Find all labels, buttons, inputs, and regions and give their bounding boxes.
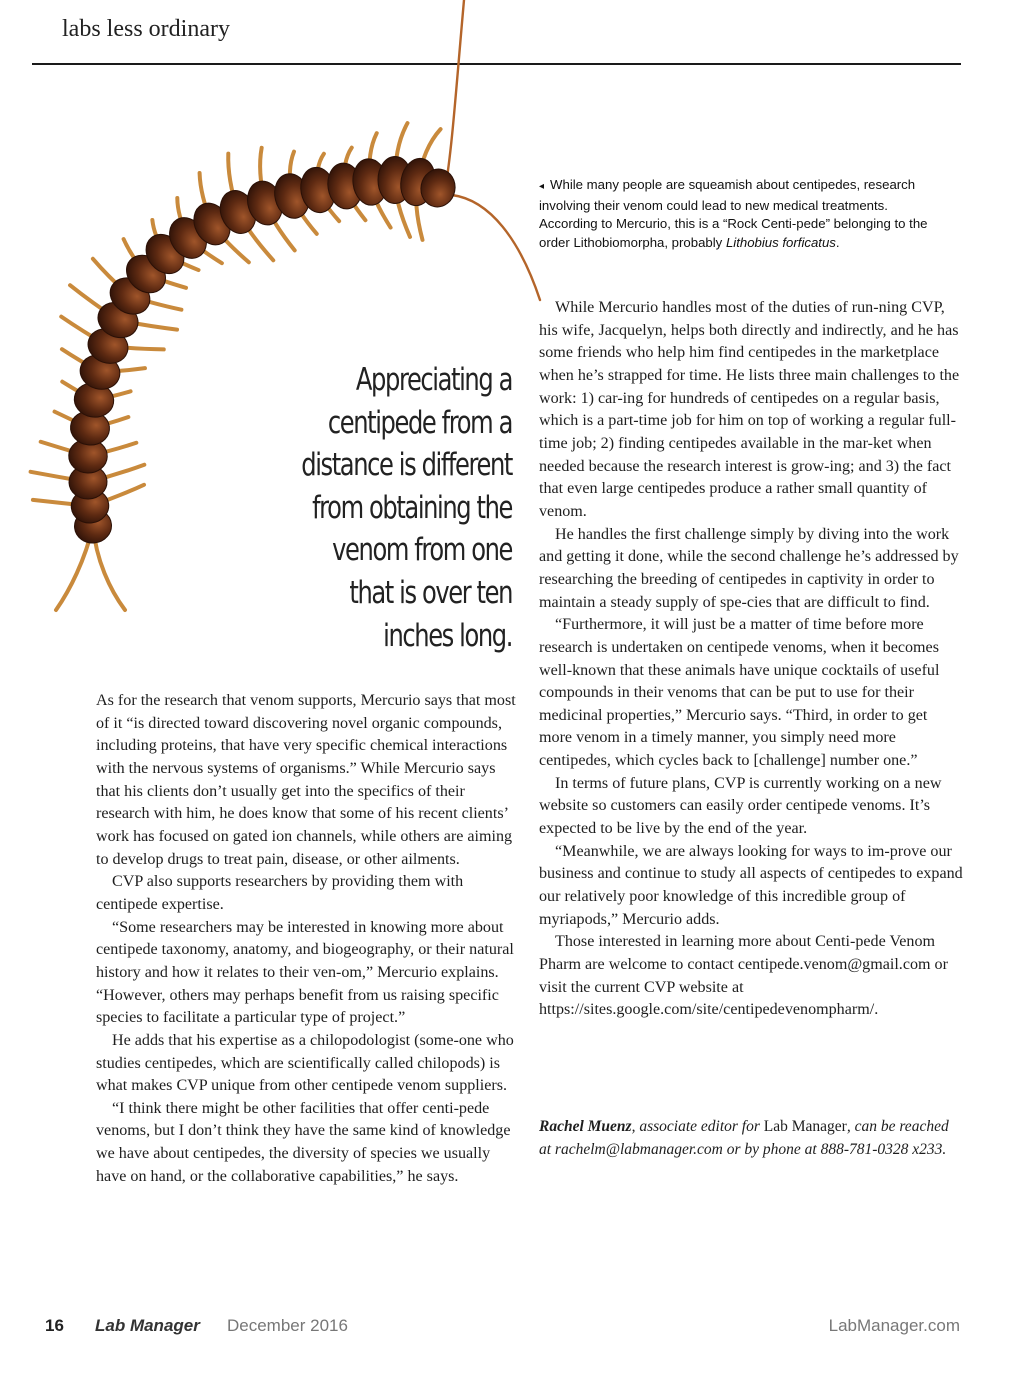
article-paragraph: “I think there might be other facilities that offer centi-pede venoms, but I don’t think they have the same kind of knowledge we have about centipedes, the diversity of species we usually have on hand, or the collaborative capabilities,” he says. (96, 1099, 511, 1185)
section-title: labs less ordinary (62, 16, 230, 42)
caption-text: While many people are squeamish about centipedes, research involving their venom could lead to new medical treatments. According to Mercurio, this is a “Rock Centi-pede” belonging to the order Lithobiomorpha, probably (539, 177, 928, 250)
pull-quote: Appreciating a centipede from a distance is different from obtaining the venom from one that is over ten inches long. (301, 362, 512, 654)
footer-website[interactable]: LabManager.com (828, 1316, 960, 1335)
footer-issue-date: December 2016 (227, 1316, 348, 1335)
article-paragraph: He handles the first challenge simply by diving into the work and getting it done, while the second challenge he’s addressed by researching the breeding of centipedes in captivity in order to maintain a steady supply of spe-cies that are difficult to find. (539, 525, 959, 611)
author-bio (539, 1116, 963, 1161)
bio-magazine: Lab Manager (763, 1118, 847, 1135)
author-role: , associate editor for (631, 1118, 764, 1135)
article-paragraph: “Furthermore, it will just be a matter of time before more research is undertaken on centipede venoms, when it becomes well-known that these animals have unique cocktails of useful compounds in their venoms that can be put to use for their medicinal properties,” Mercurio says. “Third, in order to get more venom in a timely manner, you simply need more centipedes, which cycles back to [challenge] number one.” (539, 616, 940, 770)
article-paragraph: In terms of future plans, CVP is currently working on a new website so customers can easily order centipede venoms. It’s expected to be live by the end of the year. (539, 774, 942, 838)
photo-caption (539, 176, 949, 252)
article-left-column (96, 690, 520, 1188)
caption-arrow-icon: ◂ (539, 181, 545, 192)
caption-end: . (835, 234, 840, 250)
article-paragraph: He adds that his expertise as a chilopodologist (some-one who studies centipedes, which are scientifically called chilopods) is what makes CVP unique from other centipede venom suppliers. (96, 1031, 514, 1095)
article-paragraph: While Mercurio handles most of the duties of run-ning CVP, his wife, Jacquelyn, helps both directly and indirectly, and he has some friends who help him find centipedes in the marketplace when he’s strapped for time. He lists three main challenges to the work: 1) car-ing for hundreds of centipedes on a regular basis, which is a part-time job for him on top of working a regular full-time job; 2) finding centipedes available in the mar-ket when needed because the research interest is grow-ing; and 3) the fact that even large centipedes produce a rather small quantity of venom. (539, 299, 960, 520)
article-paragraph: CVP also supports researchers by providing them with centipede expertise. (96, 873, 464, 913)
article-paragraph: “Meanwhile, we are always looking for ways to im-prove our business and continue to study all aspects of centipedes to expand our relatively poor knowledge of this incredible group of myriapods,” Mercurio adds. (539, 842, 963, 928)
footer-magazine-name: Lab Manager (95, 1316, 200, 1335)
article-paragraph: As for the research that venom supports, Mercurio says that most of it “is directed toward discovering novel organic compounds, including proteins, that have very specific chemical interactions with the nervous systems of organisms.” While Mercurio says that his clients don’t usually get into the specifics of their research with him, he does know that some of his recent clients’ work has focused on gated ion channels, while others are aiming to develop drugs to treat pain, disease, or other ailments. (96, 692, 516, 868)
article-right-column (539, 297, 963, 1022)
article-paragraph: Those interested in learning more about Centi-pede Venom Pharm are welcome to contact centipede.venom@gmail.com or visit the current CVP website at https://sites.google.com/site/centipedevenompharm/. (539, 933, 948, 1019)
author-contact: , can be reached at rachelm@labmanager.com or by phone at 888-781-0328 x233. (539, 1118, 949, 1158)
caption-species: Lithobius forficatus (725, 234, 836, 250)
article-paragraph: “Some researchers may be interested in knowing more about centipede taxonomy, anatomy, and biogeography, or their natural history and how it relates to their ven-om,” Mercurio explains. “However, others may perhaps benefit from us raising specific species to facilitate a particular type of project.” (96, 918, 514, 1027)
page-footer (0, 1312, 1024, 1342)
author-name: Rachel Muenz (539, 1118, 632, 1135)
page-number: 16 (45, 1316, 64, 1335)
